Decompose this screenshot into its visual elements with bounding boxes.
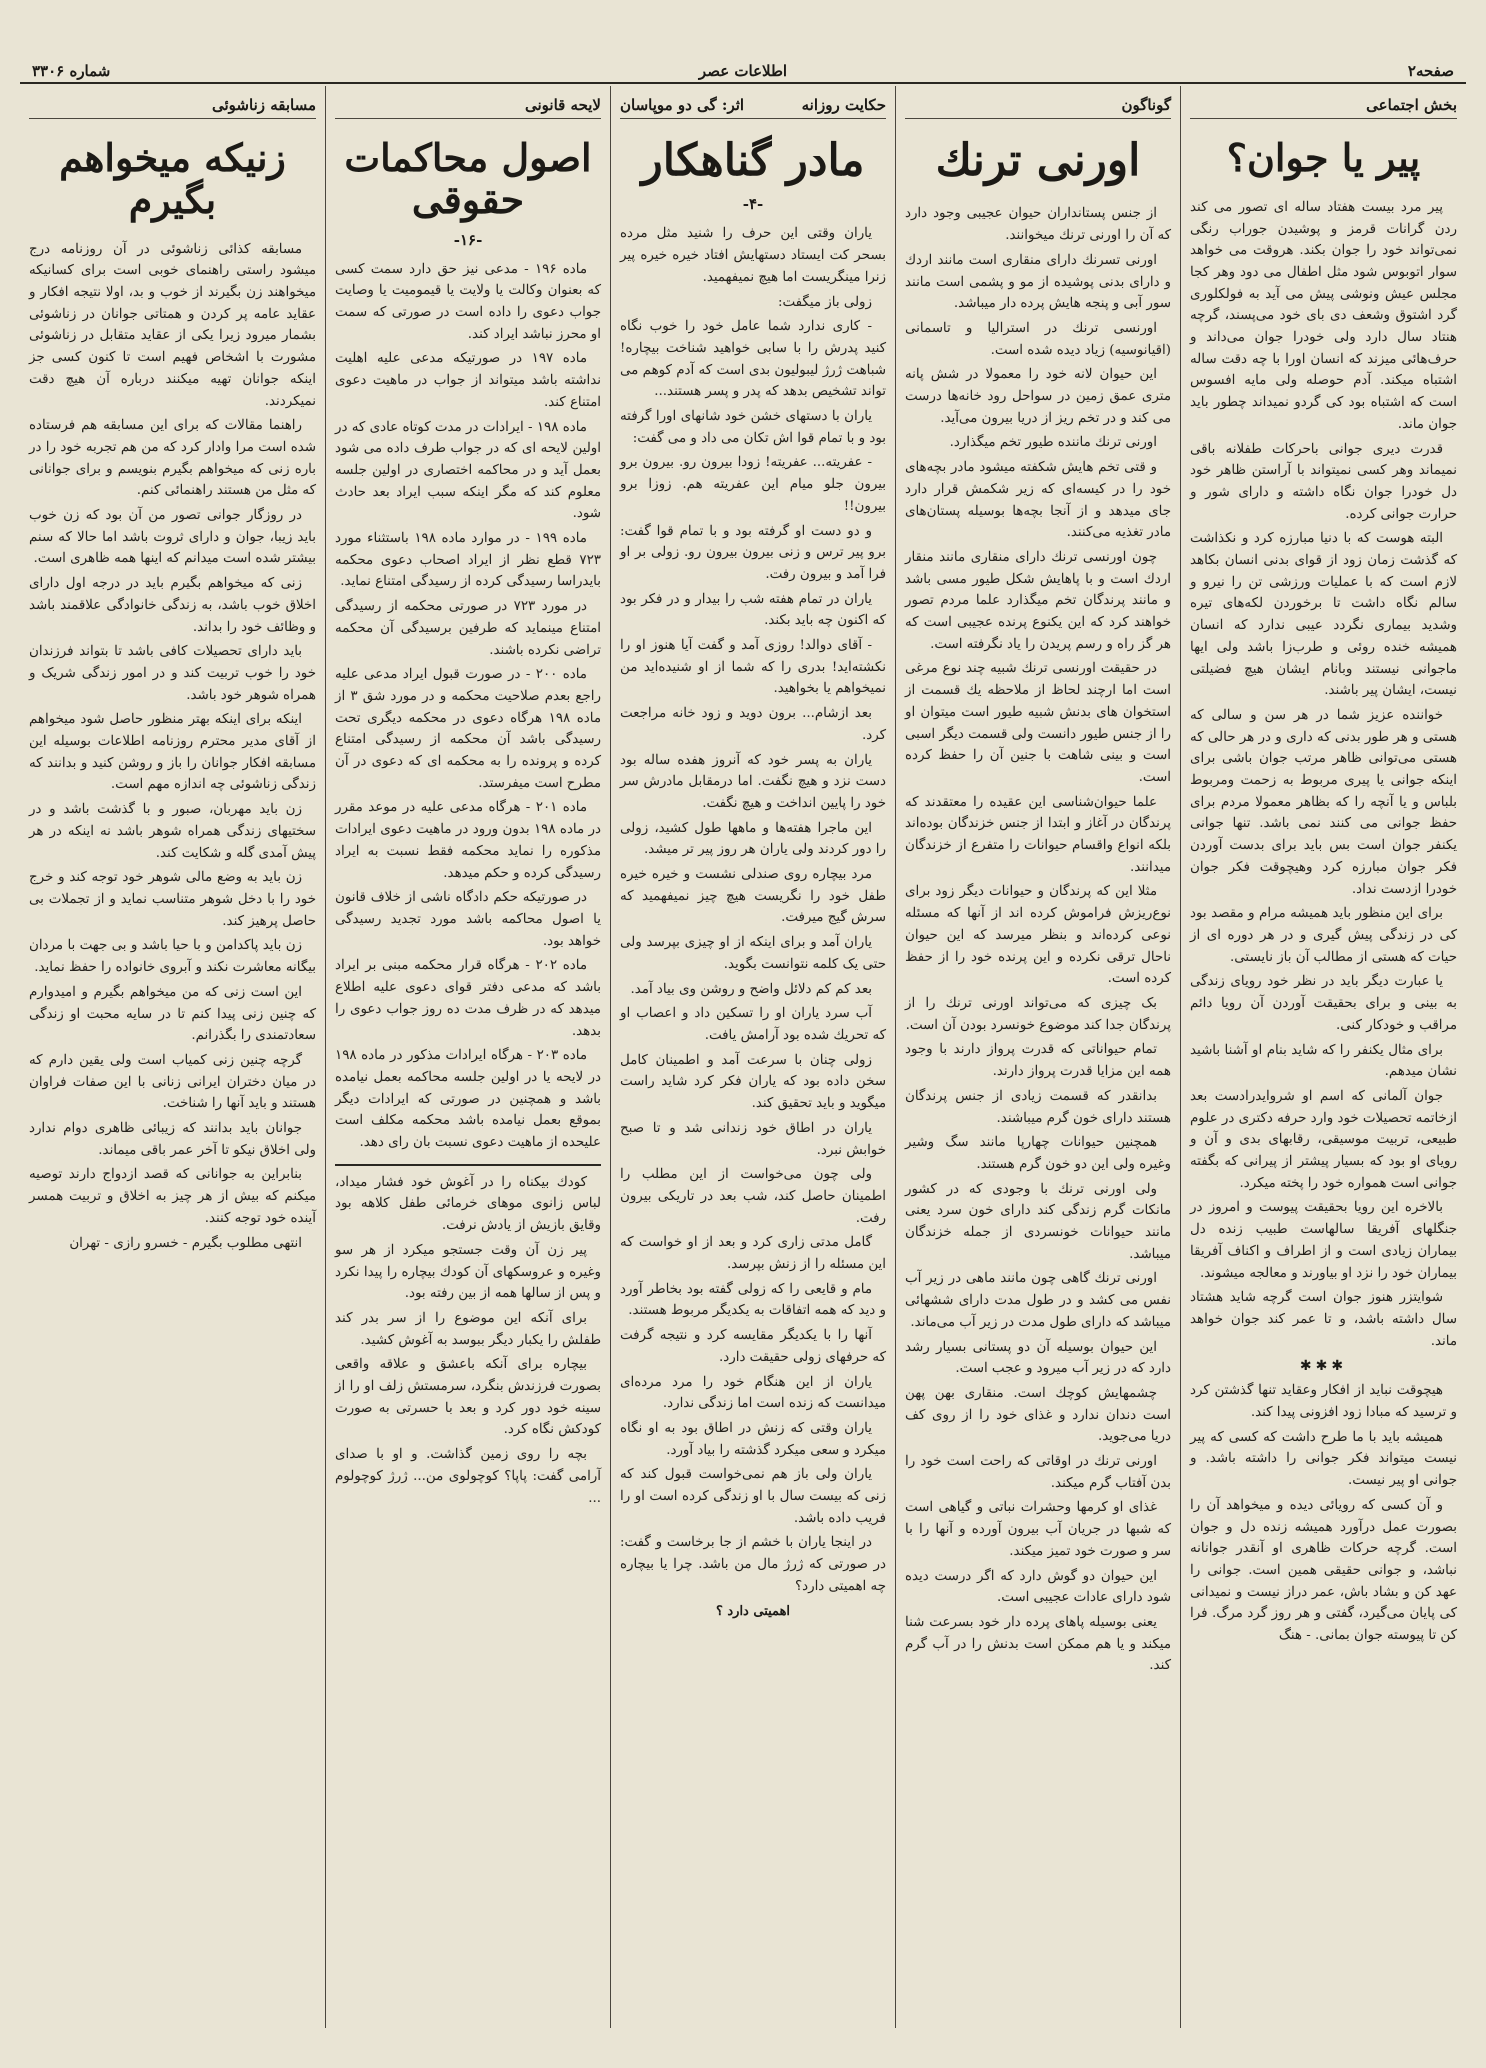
paragraph: برای این منظور باید همیشه مرام و مقصد بود کی در زندگی پیش گیری و در هر دوره ای از حیات که هستی از مطالب آن باز نایستی. xyxy=(1190,906,1457,965)
paragraph: زن باید به وضع مالی شوهر خود توجه کند و خرج خود را با دخل شوهر متناسب نماید و از تجملات بی حاصل پرهیز کند. xyxy=(29,870,316,929)
paragraph: در صورتیکه حکم دادگاه ناشی از خلاف قانون یا اصول محاکمه باشد مورد تجدید رسیدگی خواهد بود. xyxy=(335,890,601,949)
column-legal-bill xyxy=(325,86,610,2028)
article-body-continued xyxy=(1190,1380,1457,1646)
paragraph: یاران آمد و برای اینکه از او چیزی بپرسد ولی حتی یک کلمه نتوانست بگوید. xyxy=(620,935,886,972)
paragraph: مرد بیچاره روی صندلی نشست و خیره خیره طفل خود را نگریست هیچ چیز نمیفهمید که سرش گیج میرفت. xyxy=(620,867,886,926)
paragraph: یاران در تمام هفته شب را بیدار و در فکر بود که اکنون چه باید بکند. xyxy=(620,591,886,629)
paragraph: در مورد ۷۲۳ در صورتی محکمه از رسیدگی امتناع مینماید که طرفین برسیدگی آن محکمه تراضی نکرده باشند. xyxy=(335,599,601,658)
paragraph: البته هوست که با دنیا مبارزه کرد و نکذاشت که گذشت زمان زود از قوای بدنی انسان بکاهد لازم است که با عملیات ورزشی تن را نیرو و سالم نگاه داشت تا برخوردن لکه‌های تیره وشدید بیماری نگردد عیبی ندارد که انسان همیشه خنده روئی و طرب‌زا باشد ولی ایها ماجوانی نیستند وبانام ایشان هیچ فضیلتی نیست، ایشان پیر باشند. xyxy=(1190,531,1457,699)
section-label: مسابقه زناشوئی xyxy=(29,96,316,119)
paragraph: بچه را روی زمین گذاشت. و او با صدای آرامی گفت: پاپا؟ کوچولوی من... ژرژ کوچولوم ... xyxy=(335,1447,601,1506)
paragraph: ماده ۲۰۳ - هرگاه ایرادات مذکور در ماده ۱۹۸ در لایحه یا در اولین جلسه محاکمه بعمل نیامده باشد و همچنین در صورتی که ایرادات دیگر بموقع بعمل نیامده باشد محکمه مکلف است علیحده از ماهیت دعوی نسبت بان رای دهد. xyxy=(335,1048,601,1151)
column-daily-story xyxy=(610,86,895,2028)
article-body xyxy=(620,223,886,1597)
separator-stars: ✱✱✱ xyxy=(1299,1358,1348,1375)
paragraph: ماده ۱۹۷ در صورتیکه مدعی علیه اهلیت نداشته باشد میتواند از جواب در ماهیت دعوی امتناع کند. xyxy=(335,351,601,410)
paragraph: ولی اورنی ترنك با وجودی که در کشور مانکات گرم زندگی کند دارای خون سرد یعنی مانند حیوانات خونسردی از جمله خزندگان میباشد. xyxy=(905,1181,1171,1262)
paragraph: گامل مدتی زاری کرد و بعد از او خواست که این مسئله را از زنش بپرسد. xyxy=(620,1235,886,1273)
paragraph: چشمهایش کوچك است. منقاری بهن پهن است دندان ندارد و غذای خود را از روی کف دریا می‌جوید. xyxy=(905,1385,1171,1445)
paragraph: این حیوان بوسیله آن دو پستانی بسیار رشد دارد که در زیر آب میرود و عجب است. xyxy=(905,1339,1171,1377)
paragraph: این حیوان لانه خود را معمولا در شش پانه متری عمق زمین در سواحل رود خانه‌ها درست می کند و در تخم ریز از دریا بیرون می‌آید. xyxy=(905,367,1171,426)
newspaper-page xyxy=(20,20,1466,2028)
columns xyxy=(20,86,1466,2028)
paragraph: مام و قایعی را که زولی گفته بود بخاطر آورد و دید که همه اتفاقات به یکدیگر مربوط هستند. xyxy=(620,1281,886,1319)
paragraph: اورنسی ترنك در استرالیا و تاسمانی (اقیانوسیه) زیاد دیده شده است. xyxy=(905,320,1171,358)
paragraph: پیر زن آن وقت جستجو میکرد از هر سو وغیره و عروسکهای آن کودك بیچاره را پیدا نکرد و پس از سالها همه از بین رفته بود. xyxy=(335,1242,601,1302)
paragraph: مثلا این که پرندگان و حیوانات دیگر زود برای نوع‌ریزش فراموش کرده اند از آنها که مسئله نوعی کرده‌اند و بنظر میرسد که این حیوان ناحال ترقی نکرده و این پرنده خود را از حفظ کرده است. xyxy=(905,884,1171,987)
paragraph: هیچوقت نباید از افکار وعقاید تنها گذشتن کرد و ترسید که مبادا زود افزونی پیدا کند. xyxy=(1190,1383,1457,1421)
paragraph: در روزگار جوانی تصور من آن بود که زن خوب باید زیبا، جوان و دارای ثروت باشد اما حالا که سنم بیشتر شده است میدانم که اینها همه ظاهری است. xyxy=(29,508,316,567)
paragraph: ماده ۱۹۶ - مدعی نیز حق دارد سمت کسی که بعنوان وکالت یا ولایت یا قیمومیت یا وصایت جواب دعوی را داده است در صورتی که سمت او محرز نباشد ایراد کند. xyxy=(335,261,601,342)
paragraph: ماده ۲۰۰ - در صورت قبول ایراد مدعی علیه راجع بعدم صلاحیت محکمه و در مورد شق ۳ از ماده ۱۹۸ هرگاه دعوی در محکمه دیگری تحت رسیدگی باشد آن محکمه از رسیدگی امتناع کرده و پرونده را به محکمه ای که دعوی در آن مطرح است میفرستد. xyxy=(335,667,601,791)
article-body xyxy=(1190,197,1457,1353)
paragraph: این است زنی که من میخواهم بگیرم و امیدوارم که چنین زنی پیدا کنم تا در سایه محبت او زندگی سعادتمندی را بگذرانم. xyxy=(29,984,316,1044)
paragraph: ماده ۱۹۸ - ایرادات در مدت کوتاه عادی که در اولین لایحه ای که در جواب طرف داده می شود بعمل آید و در محاکمه اختصاری در اولین جلسه معلوم کند که مگر اینکه سبب ایراد بعد حادث شود. xyxy=(335,419,601,522)
paragraph: علما حیوان‌شناسی این عقیده را معتقدند که پرندگان در آغاز و ابتدا از جنس خزندگان بوده‌اند بلکه انواع واقسام حیوانات را متفرع از خزندگان میدانند. xyxy=(905,794,1171,875)
page-number: صفحه۲ xyxy=(1407,62,1454,80)
paragraph: و آن کسی که رویائی دیده و میخواهد آن را بصورت عمل درآورد همیشه زنده دل و جوان است. گرچه حرکات ظاهری او آنقدر جوانانه نباشد، و جوانی حقیقی همین است. جوانی را عهد کن و بشاد باش، عمر دراز نیست و نمیدانی کی پایان می‌گیرد، گفتی و هر روز گرد مرگ. فرا کن تا پیوسته جوان بمانی. - هنگ xyxy=(1190,1497,1457,1644)
article-headline: اصول محاکمات حقوقی xyxy=(344,135,592,222)
paragraph: اینکه برای اینکه بهتر منظور حاصل شود میخواهم از آقای مدیر محترم روزنامه اطلاعات بوسیله این مسابقه افکار جوانان را باز و روشن کنید و بدانند که زندگی زناشوئی چه اندازه مهم است. xyxy=(29,712,316,793)
paragraph: جوانان باید بدانند که زیبائی ظاهری دوام ندارد ولی اخلاق نیکو تا آخر عمر باقی میماند. xyxy=(29,1121,316,1158)
paragraph: زولی چنان با سرعت آمد و اطمینان کامل سخن داده بود که یاران فکر کرد شاید راست میگوید و باید تحقیق کند. xyxy=(620,1052,886,1112)
article-body xyxy=(905,203,1171,1677)
paragraph: و دو دست او گرفته بود و با تمام قوا گفت: برو پیر ترس و زنی بیرون بیرون رو. زولی بر او فرا آمد و بیرون رفت. xyxy=(620,523,886,582)
paragraph: ماده ۲۰۲ - هرگاه قرار محکمه مبنی بر ایراد باشد که مدعی دفتر قوای دعوی علیه اطلاع میدهد که در ظرف مدت ده روز جواب دعوی را بدهد. xyxy=(335,958,601,1039)
paragraph: یاران وقتی که زنش در اطاق بود به او نگاه میکرد و سعی میکرد گذشته را بیاد آورد. xyxy=(620,1420,886,1458)
paragraph: بیچاره برای آنکه باعشق و علاقه واقعی بصورت فرزندش بنگرد، سرمستش زلف او را از سینه خود دور کرد و بعد با حسرتی به صورت کودکش نگاه کرد. xyxy=(335,1357,601,1438)
paragraph: ماده ۲۰۱ - هرگاه مدعی علیه در موعد مقرر در ماده ۱۹۸ بدون ورود در ماهیت دعوی ایرادات مذکوره را نماید محکمه فقط نسبت به ایراد رسیدگی کرده و حکم میدهد. xyxy=(335,800,601,881)
paragraph: و قتی تخم هایش شکفته میشود مادر بچه‌های خود را در کیسه‌ای که زیر شکمش قرار دارد جای میدهد و از آنجا بچه‌ها بوسیله پستان‌های مادر تغذیه می‌کنند. xyxy=(905,460,1171,541)
paragraph: خواننده عزیز شما در هر سن و سالی که هستی و هر طور بدنی که داری و در هر حالی که هستی می‌توانی ظاهر مرتب جوان باشی برای اینکه جوانی یا پیری مربوط به زحمت ومربوط بلباس و یا آنچه را که بظاهر معمولا مردم برای حفظ جوانی می کنند نمی باشد. تنها جوانی یکنفر جوان است بس باید برای بدست آوردن فکر جوان مبارزه کرد وهیچوقت فکر جوان خودرا ازدست نداد. xyxy=(1190,707,1457,897)
paragraph: برای مثال یکنفر را که شاید بنام او آشنا باشید نشان میدهم. xyxy=(1190,1042,1457,1080)
article-headline: مادر گناهکار xyxy=(641,135,865,186)
paragraph: از جنس پستانداران حیوان عجیبی وجود دارد که آن را اورنی ترنك میخوانند. xyxy=(905,206,1171,244)
paragraph: ولی چون می‌خواست از این مطلب را اطمینان حاصل کند، شب بعد در تاریکی بیرون رفت. xyxy=(620,1167,886,1226)
article-headline: زنیکه میخواهم بگیرم xyxy=(59,135,286,222)
paragraph: یعنی بوسیله پاهای پرده دار خود بسرعت شنا میکند و یا هم ممکن است بدنش را در آب گرم کند. xyxy=(905,1614,1171,1674)
installment-number: -۱۶- xyxy=(453,230,483,249)
paragraph: - کاری ندارد شما عامل خود را خوب نگاه کنید پدرش را با سابی خواهید شناخت بیچاره! شباهت ژرژ لیبولیون بدی است که آدم کوهم می تواند تشخیص بدهد که پدر و پسر هستند... xyxy=(620,319,886,400)
installment-number: -۴- xyxy=(742,195,764,214)
paragraph: انتهی مطلوب بگیرم - خسرو رازی - تهران xyxy=(69,1235,302,1251)
column-social xyxy=(1180,86,1466,2028)
paragraph: گرچه چنین زنی کمیاب است ولی یقین دارم که در میان دختران ایرانی زنانی با این صفات فراوان هستند و باید آنها را شناخت. xyxy=(29,1052,316,1112)
paragraph: بنابراین به جوانانی که قصد ازدواج دارند توصیه میکنم که بیش از هر چیز به اخلاق و تربیت همسر آینده خود توجه کنند. xyxy=(29,1167,316,1226)
paragraph: قدرت دیری جوانی باحرکات طفلانه باقی نمیماند وهر کسی نمیتواند با آراستن ظاهر خود دل خودرا جوان نگاه داشته و دارای شور و حرارت جوانی کرده. xyxy=(1190,441,1457,522)
paragraph: یاران ولی باز هم نمی‌خواست قبول کند که زنی که بیست سال با او زندگی کرده است او را فریب داده باشد. xyxy=(620,1467,886,1526)
paper-name: اطلاعات عصر xyxy=(698,62,788,80)
paragraph: جوان آلمانی که اسم او شروایدرادست بعد ازخاتمه تحصیلات خود وارد حرفه دکتری در علوم طبیعی، تربیت موسیقی، رقابهای بدی و آن و رویای او بود که بسیار پیشتر از پیرانی که بگفته جوانی است همواره خود را پخته میکرد. xyxy=(1190,1088,1457,1191)
article-headline: پیر یا جوان؟ xyxy=(1226,135,1421,180)
paragraph: اورنی ترنك ماننده طیور تخم میگذارد. xyxy=(949,435,1157,451)
section-label: حکایت روزانه اثر: گی دو موپاسان xyxy=(620,96,886,119)
paragraph: یاران از این هنگام خود را مرد مرده‌ای میدانست که زنده است اما زندگی ندارد. xyxy=(620,1374,886,1412)
paragraph: تمام حیواناتی که قدرت پرواز دارند با وجود همه این مزایا قدرت پرواز دارند. xyxy=(905,1042,1171,1080)
paragraph: - عفریته... عفریته! زودا بیرون رو. بیرون برو بیرون جلو میام این عفریته هم. زوزا برو بیرون!! xyxy=(620,455,886,514)
byline: اثر: گی دو موپاسان xyxy=(620,96,745,114)
paragraph: همیشه باید با ما طرح داشت که کسی که پیر نیست میتواند فکر جوانی را داشته باشد. و جوانی او پیر نیست. xyxy=(1190,1429,1457,1489)
paragraph: اورنی ترنك گاهی چون مانند ماهی در زیر آب نفس می کشد و در طول مدت دارای ششهائی میباشد که دارای طول مدت در زیر آب می‌ماند. xyxy=(905,1271,1171,1330)
paragraph: زن باید مهربان، صبور و با گذشت باشد و در سختیهای زندگی همراه شوهر باشد نه اینکه در هر پیش آمدی گله و شکایت کند. xyxy=(29,802,316,861)
paragraph: بک چیزی که می‌تواند اورنی ترنك را از پرندگان جدا کند موضوع خونسرد بودن آن است. xyxy=(905,996,1171,1033)
article-headline: اورنی ترنك xyxy=(935,135,1141,186)
column-miscellany xyxy=(895,86,1180,2028)
paragraph: زن باید پاکدامن و با حیا باشد و بی جهت با مردان بیگانه معاشرت نکند و آبروی خانواده را حفظ نماید. xyxy=(29,938,316,976)
paragraph: بعد ازشام... برون دوید و زود خانه مراجعت کرد. xyxy=(620,706,886,743)
paragraph: یاران در اطاق خود زندانی شد و تا صبح خوابش نبرد. xyxy=(620,1120,886,1158)
continuation-body xyxy=(335,1172,601,1510)
paragraph: برای آنکه این موضوع را از سر بدر کند طفلش را یکبار دیگر ببوسد به آغوش کشید. xyxy=(335,1310,601,1348)
paragraph: یاران با دستهای خشن خود شانهای اورا گرفته بود و با تمام قوا اش تکان می داد و می گفت: xyxy=(620,409,886,446)
paragraph: کودك بیکناه را در آغوش خود فشار میداد، لباس زانوی موهای خرمائی طفل کلاهه بود وقایق بازیش از یادش نرفت. xyxy=(335,1174,601,1234)
paragraph: زنی که میخواهم بگیرم باید در درجه اول دارای اخلاق خوب باشد، به زندگی خانوادگی علاقمند باشد و وظائف خود را بداند. xyxy=(29,576,316,635)
paragraph: این ماجرا هفته‌ها و ماهها طول کشید، زولی را دور کردند ولی یاران هر روز پیر تر میشد. xyxy=(620,820,886,858)
article-body xyxy=(335,259,601,1154)
paragraph: شوایتزر هنوز جوان است گرچه شاید هشتاد سال داشته باشد، و تا عمر کند جوان خواهد ماند. xyxy=(1190,1290,1457,1349)
article-closing: اهمیتی دارد ؟ xyxy=(715,1603,791,1619)
paragraph: بالاخره این رویا بحقیقت پیوست و امروز در جنگلهای آفریقا سالهاست طبیب زنده دل بیماران زیادی است و از اطراف و اکناف آفریقا بیماران خود را نزد او بیاورند و معالجه میشوند. xyxy=(1190,1200,1457,1281)
issue-number: شماره ۳۳۰۶ xyxy=(32,62,111,80)
paragraph: اورنی ترنك در اوقاتی که راحت است خود را بدن آفتاب گرم میکند. xyxy=(905,1454,1171,1491)
paragraph: در اینجا یاران با خشم از جا برخاست و گفت: در صورتی که ژرژ مال من باشد. چرا یا بیچاره چه اهمیتی دارد؟ xyxy=(620,1535,886,1594)
paragraph: بعد کم کم دلائل واضح و روشن وی بیاد آمد. xyxy=(630,981,872,997)
paragraph: باید دارای تحصیلات کافی باشد تا بتواند فرزندان خود را خوب تربیت کند و در امور زندگی شریک و همراه شوهر خود باشد. xyxy=(29,644,316,703)
column-marriage-contest xyxy=(20,86,325,2028)
paragraph: - آقای دوالد! روزی آمد و گفت آیا هنوز او را نکشته‌اید! بدری را که شما از او شنیده‌اید من نمیخواهم یا بخواهید. xyxy=(620,638,886,697)
section-label: گوناگون xyxy=(905,96,1171,119)
paragraph: مسابقه کذائی زناشوئی در آن روزنامه درج میشود راستی راهنمای خوبی است برای کسانیکه میخواهند زن بگیرند از خوب و بد، اولا نتیجه افکار و عقاید عامه پر کردن و همتاتی جوانان در زناشوئی بشمار میرود زیرا یکی از عقاید متقابل در زناشوئی مشورت با اشخاص فهیم است تا کنون کسی جز اینکه جوانان تهیه میکنند درباره آن هیچ دقت نمیکردند. xyxy=(29,241,316,409)
paragraph: بدانقدر که قسمت زیادی از جنس پرندگان هستند دارای خون گرم میباشند. xyxy=(905,1088,1171,1126)
paragraph: چون اورنسی ترنك دارای منقاری مانند منقار اردك است و با پاهایش شکل طیور مسی باشد و مانند پرندگان تخم میگذارد علما مردم تصور خواهند کرد که این یکنوع پرنده عجیبی است که هر گز راه و رسم پریدن را یاد نگرفته است. xyxy=(905,549,1171,652)
paragraph: ماده ۱۹۹ - در موارد ماده ۱۹۸ باستثناء مورد ۷۲۳ قطع نظر از ایراد اصحاب دعوی محکمه بایدراسا رسیدگی کرده از رسیدگی امتناع نماید. xyxy=(335,531,601,590)
section-label: لایحه قانونی xyxy=(335,96,601,119)
paragraph: در حقیقت اورنسی ترنك شبیه چند نوع مرغی است اما ارچند لحاظ از ملاحظه یك قسمت از استخوان های بدنش شبیه طیور است میتوان او را از جنس طیور دانست ولی قسمت دیگر اسبی است و بینی شاهت با جنین آن را حفظ کرده است. xyxy=(905,661,1171,785)
masthead-bar xyxy=(20,56,1466,84)
paragraph: همچنین حیوانات چهارپا مانند سگ وشیر وغیره ولی این دو خون گرم هستند. xyxy=(905,1135,1171,1172)
paragraph: پیر مرد بیست هفتاد ساله ای تصور می کند ردن گرانات قرمز و پوشیدن جوراب رنگی نمی‌تواند خود را جوان بکند. هروقت می خواهد سوار اتوبوس شود مثل اطفال می دود وهر کجا مجلس عیش ونوشی پیش می آید به فولکلوری گرد اشتوق وشعف دی بای خود می‌پسند، گرچه هنتاد سال دارد ولی خودرا جوان می‌داند و حرف‌هائی میزند که انسان اورا با چه دقت ساله اشتباه میکند. آدم حوصله ولی مایه افسوس است که اشتباه بود کی گردو نمیداند چطور باید جوان ماند. xyxy=(1190,199,1457,432)
section-label: بخش اجتماعی xyxy=(1190,96,1457,119)
paragraph: این حیوان دو گوش دارد که اگر درست دیده شود دارای عادات عجیبی است. xyxy=(905,1568,1171,1606)
article-body xyxy=(29,239,316,1255)
paragraph: یاران وقتی این حرف را شنید مثل مرده بسحر کت ایستاد دستهایش افتاد خیره خیره پیر زنرا مینگریست اما هیچ نمیفهمید. xyxy=(620,226,886,285)
paragraph: آب سرد یاران او را تسکین داد و اعصاب او که تحریك شده بود آرامش یافت. xyxy=(620,1006,886,1043)
paragraph: زولی باز میگفت: xyxy=(777,294,872,310)
paragraph: یاران به پسر خود که آنروز هفده ساله بود دست نزد و هیچ نگفت. اما درمقابل مادرش سر خود را پایین انداخت و هیچ نگفت. xyxy=(620,752,886,811)
paragraph: غذای او کرمها وحشرات نباتی و گیاهی است که شبها در جریان آب بیرون آورده و آنها را با سر و صورت خود تمیز میکند. xyxy=(905,1500,1171,1559)
paragraph: آنها را با یکدیگر مقایسه کرد و نتیجه گرفت که حرفهای زولی حقیقت دارد. xyxy=(620,1328,886,1365)
story-continuation-box xyxy=(335,1164,601,1510)
paragraph: راهنما مقالات که برای این مسابقه هم فرستاده شده است مرا وادار کرد که من هم تجربه خود را در باره زنی که میخواهم بگیرم بنویسم و برای جوانانی که مثل من هستند راهنمائی کنم. xyxy=(29,418,316,499)
paragraph: اورنی تسرنك دارای منقاری است مانند اردك و دارای بدنی پوشیده از مو و پشمی است مانند سور آبی و پنجه هایش پرده دار میباشد. xyxy=(905,252,1171,312)
paragraph: یا عبارت دیگر باید در نظر خود رویای زندگی به بینی و برای بحقیقت آوردن آن رویا دائم مراقب و خودکار کنی. xyxy=(1190,974,1457,1033)
